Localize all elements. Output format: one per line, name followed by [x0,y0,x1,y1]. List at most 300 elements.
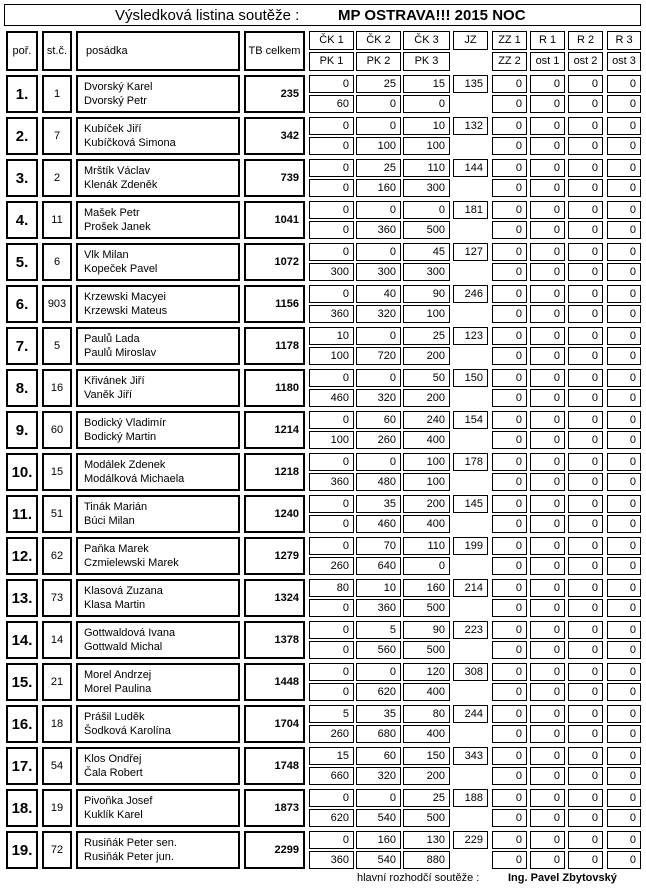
score-top-cell: 50 [403,369,450,387]
score-top-cell: 0 [530,411,565,429]
score-top-cell: 110 [403,159,450,177]
score-bottom-cell: 0 [530,851,565,869]
score-bottom-cell: 0 [309,137,354,155]
score-bottom-cell: 320 [356,389,401,407]
score-top-cell: 0 [530,831,565,849]
score-top-cell: 160 [403,579,450,597]
tb-total-cell: 1279 [244,537,305,575]
score-bottom-cell: 720 [356,347,401,365]
rank-cell: 9. [6,411,38,449]
score-bottom-cell: 400 [403,515,450,533]
start-number-cell: 7 [42,117,72,155]
score-top-cell: 0 [530,117,565,135]
score-top-cell: 246 [453,285,488,303]
tb-total-cell: 1072 [244,243,305,281]
rank-cell: 12. [6,537,38,575]
score-bottom-cell: 0 [492,473,527,491]
score-top-cell: 0 [356,201,401,219]
crew-cell [76,789,240,827]
score-bottom-cell: 0 [492,305,527,323]
score-top-cell: 90 [403,621,450,639]
score-bottom-cell: 620 [309,809,354,827]
score-top-cell: 0 [309,285,354,303]
score-top-cell: 0 [568,159,603,177]
score-bottom-cell: 0 [403,95,450,113]
score-top-cell: 0 [530,621,565,639]
score-bottom-cell: 0 [309,179,354,197]
score-bottom-cell: 0 [607,389,641,407]
score-top-cell: 0 [356,789,401,807]
score-bottom-cell: 0 [607,137,641,155]
score-top-cell: 0 [309,369,354,387]
score-bottom-cell: 0 [568,347,603,365]
score-top-cell: 0 [309,201,354,219]
score-top-cell: 35 [356,495,401,513]
crew-member-1: Klasová Zuzana [84,585,163,597]
score-bottom-cell: 880 [403,851,450,869]
start-number-cell: 62 [42,537,72,575]
header-top-6: R 1 [530,31,565,50]
score-top-cell: 25 [403,327,450,345]
tb-total-cell: 1704 [244,705,305,743]
score-bottom-cell: 0 [492,221,527,239]
score-bottom-cell: 0 [568,431,603,449]
crew-member-2: Búci Milan [84,515,135,527]
score-top-cell: 0 [607,705,641,723]
score-top-cell: 0 [607,495,641,513]
score-bottom-cell: 500 [403,221,450,239]
tb-total-cell: 235 [244,75,305,113]
score-bottom-cell: 400 [403,683,450,701]
score-bottom-cell: 0 [607,557,641,575]
tb-total-cell: 1873 [244,789,305,827]
score-top-cell: 0 [492,411,527,429]
score-top-cell: 0 [356,453,401,471]
score-bottom-cell: 540 [356,809,401,827]
score-bottom-cell: 0 [607,515,641,533]
score-top-cell: 0 [530,747,565,765]
score-bottom-cell: 60 [309,95,354,113]
tb-total-cell: 1748 [244,747,305,785]
rank-cell: 10. [6,453,38,491]
score-top-cell: 0 [530,327,565,345]
crew-cell [76,327,240,365]
score-bottom-cell: 100 [356,137,401,155]
rank-cell: 5. [6,243,38,281]
crew-member-2: Prošek Janek [84,221,151,233]
score-bottom-cell: 0 [309,515,354,533]
score-top-cell: 0 [568,621,603,639]
crew-member-1: Klos Ondřej [84,753,142,765]
score-bottom-cell: 660 [309,767,354,785]
score-top-cell: 0 [568,579,603,597]
rank-cell: 13. [6,579,38,617]
score-bottom-cell: 640 [356,557,401,575]
score-top-cell: 0 [492,285,527,303]
start-number-cell: 54 [42,747,72,785]
score-bottom-cell: 360 [356,221,401,239]
score-bottom-cell: 0 [607,641,641,659]
score-bottom-cell: 0 [607,221,641,239]
competition-name: MP OSTRAVA!!! 2015 NOC [338,7,526,24]
score-bottom-cell: 400 [403,725,450,743]
score-top-cell: 0 [403,201,450,219]
score-bottom-cell: 0 [568,641,603,659]
score-top-cell: 0 [492,75,527,93]
score-top-cell: 0 [492,831,527,849]
score-top-cell: 25 [403,789,450,807]
score-bottom-cell: 0 [492,851,527,869]
crew-member-1: Modálek Zdenek [84,459,166,471]
start-number-cell: 6 [42,243,72,281]
score-top-cell: 0 [309,75,354,93]
rank-cell: 3. [6,159,38,197]
score-bottom-cell: 0 [568,179,603,197]
score-bottom-cell: 620 [356,683,401,701]
tb-total-cell: 342 [244,117,305,155]
score-bottom-cell: 0 [492,431,527,449]
crew-cell [76,663,240,701]
score-top-cell: 0 [607,831,641,849]
score-top-cell: 0 [530,75,565,93]
title-label: Výsledková listina soutěže : [115,7,300,24]
score-top-cell: 0 [492,117,527,135]
start-number-cell: 72 [42,831,72,869]
score-bottom-cell: 0 [492,515,527,533]
start-number-cell: 15 [42,453,72,491]
score-top-cell: 0 [607,159,641,177]
score-top-cell: 0 [492,663,527,681]
score-top-cell: 25 [356,159,401,177]
rank-cell: 15. [6,663,38,701]
score-top-cell: 40 [356,285,401,303]
tb-total-cell: 1180 [244,369,305,407]
score-bottom-cell: 0 [530,557,565,575]
score-top-cell: 0 [568,789,603,807]
score-bottom-cell: 0 [530,95,565,113]
score-top-cell: 0 [492,327,527,345]
score-top-cell: 0 [530,201,565,219]
crew-member-1: Vlk Milan [84,249,129,261]
score-bottom-cell: 540 [356,851,401,869]
start-number-cell: 2 [42,159,72,197]
crew-cell [76,75,240,113]
score-bottom-cell: 0 [530,221,565,239]
crew-member-2: Paulů Miroslav [84,347,157,359]
score-bottom-cell: 0 [492,725,527,743]
title-bar [4,4,641,26]
rank-cell: 16. [6,705,38,743]
score-bottom-cell: 0 [492,347,527,365]
score-top-cell: 0 [492,369,527,387]
score-bottom-cell: 0 [568,473,603,491]
score-bottom-cell: 100 [403,137,450,155]
start-number-cell: 16 [42,369,72,407]
crew-member-2: Bodický Martin [84,431,157,443]
crew-member-1: Krzewski Macyei [84,291,166,303]
score-bottom-cell: 0 [568,851,603,869]
start-number-cell: 73 [42,579,72,617]
score-bottom-cell: 360 [309,473,354,491]
crew-member-2: Gottwald Michal [84,641,163,653]
score-bottom-cell: 0 [607,95,641,113]
crew-member-2: Kopeček Pavel [84,263,158,275]
score-bottom-cell: 0 [530,515,565,533]
score-top-cell: 150 [403,747,450,765]
crew-member-1: Paulů Lada [84,333,140,345]
score-top-cell: 0 [568,663,603,681]
score-bottom-cell: 0 [492,389,527,407]
start-number-cell: 51 [42,495,72,533]
score-bottom-cell: 0 [356,95,401,113]
score-bottom-cell: 0 [568,767,603,785]
score-top-cell: 0 [530,663,565,681]
start-number-cell: 903 [42,285,72,323]
rank-cell: 1. [6,75,38,113]
score-bottom-cell: 0 [568,809,603,827]
crew-member-2: Morel Paulina [84,683,152,695]
tb-total-cell: 1214 [244,411,305,449]
score-bottom-cell: 0 [492,599,527,617]
score-bottom-cell: 0 [492,557,527,575]
score-bottom-cell: 0 [530,683,565,701]
start-number-cell: 18 [42,705,72,743]
score-top-cell: 0 [356,327,401,345]
score-top-cell: 214 [453,579,488,597]
score-top-cell: 0 [309,789,354,807]
score-top-cell: 0 [568,831,603,849]
score-top-cell: 120 [403,663,450,681]
crew-member-2: Rusiňák Peter jun. [84,851,174,863]
score-top-cell: 0 [568,705,603,723]
score-bottom-cell: 680 [356,725,401,743]
score-bottom-cell: 0 [607,683,641,701]
score-top-cell: 178 [453,453,488,471]
score-top-cell: 0 [309,663,354,681]
crew-member-2: Šodková Karolína [84,725,171,737]
score-top-cell: 0 [492,789,527,807]
score-bottom-cell: 360 [356,599,401,617]
score-bottom-cell: 0 [607,305,641,323]
score-top-cell: 0 [356,243,401,261]
score-top-cell: 0 [607,453,641,471]
score-top-cell: 0 [607,579,641,597]
score-bottom-cell: 100 [403,473,450,491]
crew-member-1: Rusiňák Peter sen. [84,837,177,849]
crew-member-2: Klenák Zdeněk [84,179,158,191]
score-top-cell: 181 [453,201,488,219]
score-bottom-cell: 0 [492,179,527,197]
tb-total-cell: 2299 [244,831,305,869]
score-top-cell: 0 [492,579,527,597]
score-bottom-cell: 300 [309,263,354,281]
score-bottom-cell: 0 [530,431,565,449]
crew-member-1: Tinák Marián [84,501,148,513]
crew-member-1: Paňka Marek [84,543,149,555]
referee-name: Ing. Pavel Zbytovský [508,872,617,884]
crew-member-2: Klasa Martin [84,599,146,611]
score-top-cell: 0 [530,495,565,513]
score-bottom-cell: 500 [403,599,450,617]
score-top-cell: 0 [492,495,527,513]
score-top-cell: 0 [530,243,565,261]
score-top-cell: 0 [568,327,603,345]
score-bottom-cell: 200 [403,389,450,407]
score-top-cell: 5 [309,705,354,723]
crew-cell [76,369,240,407]
rank-cell: 17. [6,747,38,785]
crew-cell [76,285,240,323]
rank-cell: 2. [6,117,38,155]
score-top-cell: 0 [530,453,565,471]
rank-cell: 19. [6,831,38,869]
rank-cell: 18. [6,789,38,827]
crew-member-2: Modálková Michaela [84,473,185,485]
header-crew: posádka [76,31,240,71]
score-top-cell: 154 [453,411,488,429]
start-number-cell: 60 [42,411,72,449]
crew-member-2: Czmielewski Marek [84,557,179,569]
crew-cell [76,495,240,533]
score-top-cell: 308 [453,663,488,681]
rank-cell: 11. [6,495,38,533]
score-bottom-cell: 0 [530,137,565,155]
score-top-cell: 145 [453,495,488,513]
header-top-8: R 3 [607,31,641,50]
score-bottom-cell: 0 [530,389,565,407]
score-top-cell: 0 [530,159,565,177]
score-top-cell: 0 [607,243,641,261]
score-bottom-cell: 100 [403,305,450,323]
score-bottom-cell: 0 [530,641,565,659]
score-top-cell: 0 [607,327,641,345]
score-top-cell: 240 [403,411,450,429]
score-bottom-cell: 300 [403,263,450,281]
score-top-cell: 244 [453,705,488,723]
score-top-cell: 15 [309,747,354,765]
score-top-cell: 0 [568,369,603,387]
header-bottom-6: ost 1 [530,52,565,71]
score-bottom-cell: 460 [356,515,401,533]
score-bottom-cell: 0 [309,599,354,617]
score-top-cell: 223 [453,621,488,639]
score-top-cell: 15 [403,75,450,93]
score-top-cell: 0 [309,159,354,177]
tb-total-cell: 739 [244,159,305,197]
crew-member-1: Pivoňka Josef [84,795,153,807]
score-bottom-cell: 0 [530,599,565,617]
score-top-cell: 0 [492,201,527,219]
score-top-cell: 10 [356,579,401,597]
score-bottom-cell: 320 [356,767,401,785]
score-bottom-cell: 0 [607,473,641,491]
score-bottom-cell: 300 [403,179,450,197]
score-top-cell: 0 [309,537,354,555]
score-bottom-cell: 0 [530,767,565,785]
score-top-cell: 0 [607,201,641,219]
crew-cell [76,117,240,155]
score-top-cell: 135 [453,75,488,93]
crew-cell [76,201,240,239]
crew-member-2: Čala Robert [84,767,143,779]
score-bottom-cell: 0 [492,641,527,659]
score-top-cell: 0 [568,411,603,429]
score-top-cell: 0 [492,453,527,471]
score-bottom-cell: 0 [568,599,603,617]
score-bottom-cell: 0 [568,263,603,281]
score-top-cell: 0 [568,243,603,261]
score-top-cell: 0 [607,117,641,135]
crew-cell [76,411,240,449]
score-top-cell: 200 [403,495,450,513]
score-top-cell: 45 [403,243,450,261]
crew-member-1: Mrštík Václav [84,165,151,177]
crew-cell [76,831,240,869]
crew-member-2: Krzewski Mateus [84,305,168,317]
start-number-cell: 14 [42,621,72,659]
score-bottom-cell: 0 [568,557,603,575]
header-start-number: st.č. [42,31,72,71]
score-top-cell: 110 [403,537,450,555]
score-bottom-cell: 0 [530,305,565,323]
score-top-cell: 0 [492,621,527,639]
crew-member-1: Gottwaldová Ivana [84,627,176,639]
score-bottom-cell: 0 [568,389,603,407]
tb-total-cell: 1324 [244,579,305,617]
score-top-cell: 10 [309,327,354,345]
score-bottom-cell: 480 [356,473,401,491]
score-top-cell: 90 [403,285,450,303]
score-bottom-cell: 400 [403,431,450,449]
score-top-cell: 0 [568,201,603,219]
start-number-cell: 19 [42,789,72,827]
score-bottom-cell: 300 [356,263,401,281]
score-bottom-cell: 0 [403,557,450,575]
score-bottom-cell: 0 [607,851,641,869]
score-top-cell: 343 [453,747,488,765]
score-bottom-cell: 0 [492,263,527,281]
rank-cell: 8. [6,369,38,407]
crew-member-1: Mašek Petr [84,207,140,219]
score-bottom-cell: 0 [492,767,527,785]
start-number-cell: 1 [42,75,72,113]
header-bottom-5: ZZ 2 [492,52,527,71]
score-top-cell: 5 [356,621,401,639]
score-bottom-cell: 500 [403,641,450,659]
score-bottom-cell: 0 [607,263,641,281]
crew-cell [76,747,240,785]
score-top-cell: 70 [356,537,401,555]
crew-cell [76,243,240,281]
score-top-cell: 0 [568,117,603,135]
crew-member-1: Křivánek Jiří [84,375,145,387]
tb-total-cell: 1041 [244,201,305,239]
score-bottom-cell: 0 [568,137,603,155]
rank-cell: 14. [6,621,38,659]
start-number-cell: 21 [42,663,72,701]
score-bottom-cell: 0 [568,221,603,239]
crew-cell [76,705,240,743]
crew-member-1: Kubíček Jiří [84,123,142,135]
score-bottom-cell: 0 [607,767,641,785]
score-top-cell: 160 [356,831,401,849]
score-top-cell: 130 [403,831,450,849]
score-bottom-cell: 0 [568,683,603,701]
score-bottom-cell: 260 [309,557,354,575]
score-top-cell: 0 [309,495,354,513]
score-bottom-cell: 160 [356,179,401,197]
header-top-4: JZ [453,31,488,50]
